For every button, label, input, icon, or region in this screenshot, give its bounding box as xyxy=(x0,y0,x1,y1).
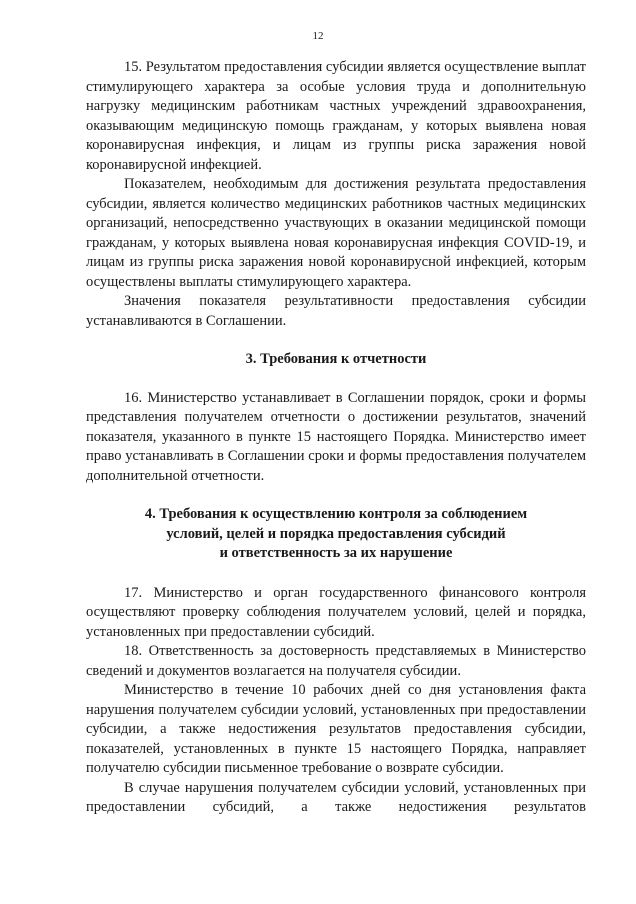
document-body xyxy=(86,58,586,818)
paragraph-indicator: Показателем, необходимым для достижения результата предоставления субсидии, является количество медицинских работников частных медицинских организаций, непосредственно участвующих в оказании медицинской помощи гражданам, у которых выявлена новая коронавирусная инфекция COVID-19, и лицам из группы риска заражения новой коронавирусной инфекцией, которым осуществлены выплаты стимулирующего характера. xyxy=(86,176,586,290)
paragraph-refund-requirement: Министерство в течение 10 рабочих дней со дня установления факта нарушения получателем субсидии условий, установленных при предоставлении субсидии, а также недостижения результатов предоставления субсидии, показателей, установленных в пункте 15 настоящего Порядка, направляет получателю субсидии письменное требование о возврате субсидии. xyxy=(86,682,586,776)
section-4-heading-line-3: и ответственность за их нарушение xyxy=(219,545,453,561)
paragraph-indicator-values: Значения показателя результативности предоставления субсидии устанавливаются в Соглашении. xyxy=(86,293,586,329)
paragraph-16: 16. Министерство устанавливает в Соглашении порядок, сроки и формы представления получателем отчетности о достижении результатов, значений показателя, указанного в пункте 15 настоящего Порядка. Министерство имеет право устанавливать в Соглашении сроки и формы предоставления получателем дополнительной отчетности. xyxy=(86,389,586,484)
paragraph-18: 18. Ответственность за достоверность представляемых в Министерство сведений и документов возлагается на получателя субсидии. xyxy=(86,643,586,679)
paragraph-violation: В случае нарушения получателем субсидии условий, установленных при предоставлении субсидий, а также недостижения результатов xyxy=(86,779,586,815)
section-4-heading-line-1: 4. Требования к осуществлению контроля за соблюдением xyxy=(144,506,528,522)
section-3-heading: 3. Требования к отчетности xyxy=(245,351,427,367)
section-4-heading-line-2: условий, целей и порядка предоставления субсидий xyxy=(166,525,506,542)
section-4-heading xyxy=(86,505,586,564)
paragraph-17: 17. Министерство и орган государственного финансового контроля осуществляют проверку соблюдения получателем условий, целей и порядка, установленных при предоставлении субсидий. xyxy=(86,584,586,640)
page-number: 12 xyxy=(312,30,324,42)
paragraph-15: 15. Результатом предоставления субсидии является осуществление выплат стимулирующего характера за особые условия труда и дополнительную нагрузку медицинским работникам частных учреждений здравоохранения, оказывающим медицинскую помощь гражданам, у которых выявлена новая коронавирусная инфекция, и лицам из группы риска заражения новой коронавирусной инфекцией. xyxy=(86,59,586,173)
